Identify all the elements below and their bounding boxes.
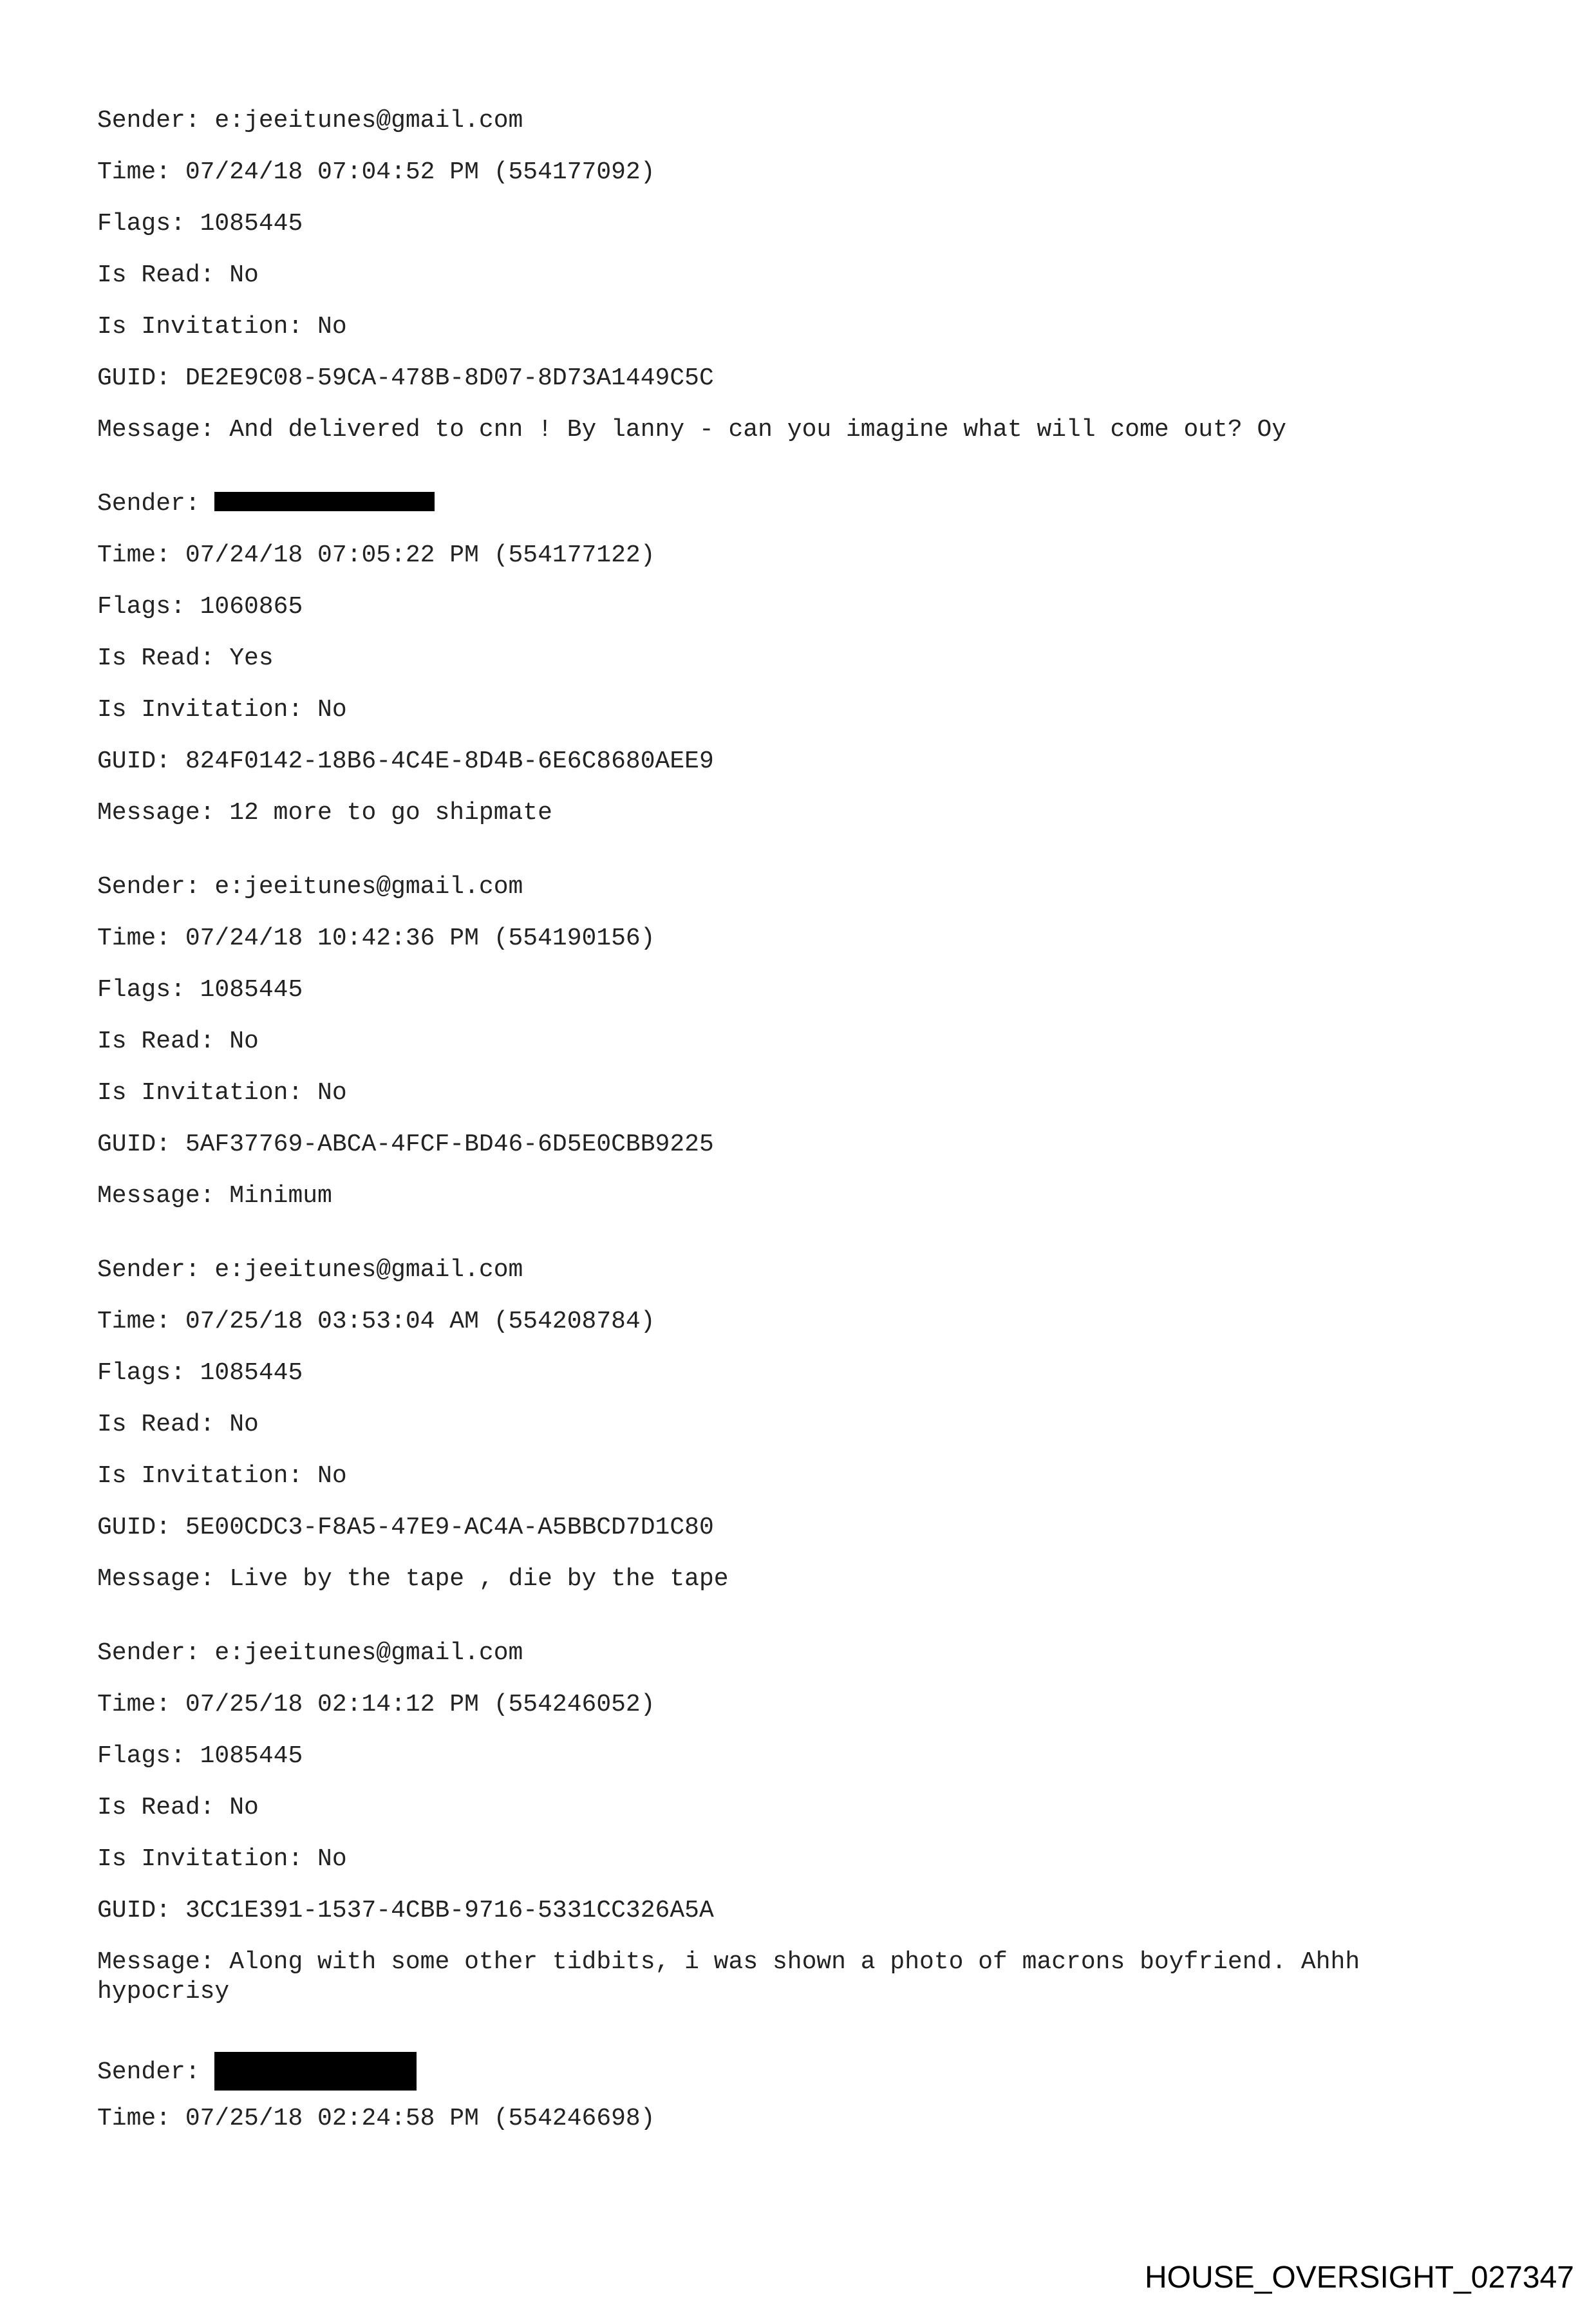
sender-label: Sender: bbox=[97, 490, 215, 518]
redaction-block bbox=[214, 2052, 417, 2091]
flags-line: Flags: 1085445 bbox=[97, 1742, 303, 1770]
is-invitation-line: Is Invitation: No bbox=[97, 696, 347, 724]
guid-line: GUID: 3CC1E391-1537-4CBB-9716-5331CC326A5A bbox=[97, 1897, 714, 1924]
message-line: Message: 12 more to go shipmate bbox=[97, 799, 552, 827]
flags-line: Flags: 1085445 bbox=[97, 210, 303, 238]
is-read-line: Is Read: No bbox=[97, 1794, 259, 1821]
guid-line: GUID: 5E00CDC3-F8A5-47E9-AC4A-A5BBCD7D1C80 bbox=[97, 1514, 714, 1541]
flags-line: Flags: 1085445 bbox=[97, 976, 303, 1004]
is-read-line: Is Read: No bbox=[97, 1028, 259, 1055]
guid-line: GUID: DE2E9C08-59CA-478B-8D07-8D73A1449C5C bbox=[97, 364, 714, 392]
sender-line: Sender: e:jeeitunes@gmail.com bbox=[97, 107, 523, 135]
sender-line: Sender: e:jeeitunes@gmail.com bbox=[97, 1256, 523, 1284]
is-invitation-line: Is Invitation: No bbox=[97, 313, 347, 341]
redaction-block bbox=[214, 492, 435, 511]
time-line: Time: 07/24/18 07:05:22 PM (554177122) bbox=[97, 541, 655, 569]
time-line: Time: 07/24/18 10:42:36 PM (554190156) bbox=[97, 925, 655, 952]
sender-line: Sender: e:jeeitunes@gmail.com bbox=[97, 1639, 523, 1667]
time-line: Time: 07/25/18 03:53:04 AM (554208784) bbox=[97, 1308, 655, 1335]
sender-line bbox=[97, 2053, 417, 2091]
is-invitation-line: Is Invitation: No bbox=[97, 1462, 347, 1490]
sender-line: Sender: e:jeeitunes@gmail.com bbox=[97, 873, 523, 901]
time-line: Time: 07/24/18 07:04:52 PM (554177092) bbox=[97, 158, 655, 186]
bates-number: HOUSE_OVERSIGHT_027347 bbox=[1145, 2261, 1574, 2295]
message-line: Message: And delivered to cnn ! By lanny - can you imagine what will come out? Oy bbox=[97, 416, 1287, 444]
time-line: Time: 07/25/18 02:24:58 PM (554246698) bbox=[97, 2105, 655, 2132]
message-line: Message: Along with some other tidbits, i was shown a photo of macrons boyfriend. Ahhh hypocrisy bbox=[97, 1948, 1360, 2006]
sender-label: Sender: bbox=[97, 2058, 215, 2087]
guid-line: GUID: 824F0142-18B6-4C4E-8D4B-6E6C8680AEE9 bbox=[97, 747, 714, 775]
is-invitation-line: Is Invitation: No bbox=[97, 1079, 347, 1107]
is-invitation-line: Is Invitation: No bbox=[97, 1845, 347, 1873]
sender-line bbox=[97, 489, 435, 519]
guid-line: GUID: 5AF37769-ABCA-4FCF-BD46-6D5E0CBB9225 bbox=[97, 1131, 714, 1158]
is-read-line: Is Read: No bbox=[97, 1411, 259, 1438]
is-read-line: Is Read: No bbox=[97, 261, 259, 289]
message-line: Message: Live by the tape , die by the tape bbox=[97, 1565, 729, 1593]
time-line: Time: 07/25/18 02:14:12 PM (554246052) bbox=[97, 1691, 655, 1718]
flags-line: Flags: 1060865 bbox=[97, 593, 303, 621]
flags-line: Flags: 1085445 bbox=[97, 1359, 303, 1387]
message-line: Message: Minimum bbox=[97, 1182, 332, 1210]
is-read-line: Is Read: Yes bbox=[97, 644, 274, 672]
